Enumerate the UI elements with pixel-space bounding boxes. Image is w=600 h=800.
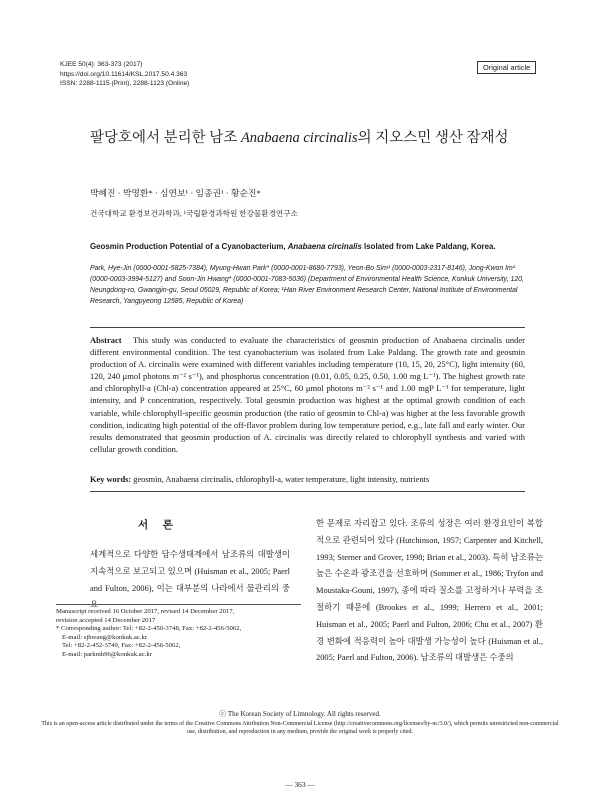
title-ko-part2: 의 지오스민 생산 잠재성: [357, 130, 509, 146]
issn: ISSN: 2288-1115 (Print), 2288-1123 (Online): [60, 80, 190, 88]
title-en: [90, 241, 530, 252]
title-ko-species: Anabaena circinalis: [240, 130, 358, 146]
keywords-text: geosmin, Anabaena circinalis, chlorophyll-a, water temperature, light intensity, nutrients: [133, 475, 430, 484]
doi-link[interactable]: https://doi.org/10.11614/KSL.2017.50.4.363: [60, 70, 188, 78]
note-line: E-mail: parkmh96@konkuk.ac.kr: [62, 650, 152, 658]
section-heading: 서 론: [138, 520, 179, 531]
note-line: revision accepted 14 December 2017: [56, 616, 156, 624]
title-ko-part1: 팔당호에서 분리한 남조: [90, 130, 241, 146]
keywords: [90, 475, 525, 484]
title-en-part2: Isolated from Lake Paldang, Korea.: [361, 242, 496, 251]
journal-info: [60, 60, 189, 89]
abstract-text: This study was conducted to evaluate the characteristics of geosmin production of Anabaena circinalis under different environmental condition. The test cyanobacterium was isolated from Lake Paldang. The growth rate and geosmin production of A. circinalis were examined with different variables including temperature (10, 15, 20, 25°C), light intensity (60, 120, 240 μmol photons m⁻² s⁻¹), and phosphorus concentration (0.01, 0.05, 0.25, 0.50, 1.00 mg L⁻¹). The highest growth rate and chlorophyll-a (Chl-a) concentration appeared at 25°C, 60 μmol photons m⁻² s⁻¹ and 1.00 mgP L⁻¹ for temperature, light intensity, and P concentration, respectively. Total geosmin production was highest at the optimal growth condition of each variable, while chlorophyll-specific geosmin production (the ratio of geosmin to Chl-a) was higher at the less favorable growth condition, indicating high potential of the off-flavor problem during low temperature period, e.g., late fall and early winter. Our results demonstrated that geosmin production of A. circinalis was directly related to chlorophyll synthesis and varied with cellular growth condition.: [90, 335, 525, 454]
footnote-rule: [56, 604, 301, 605]
journal-citation: KJEE 50(4): 363-373 (2017): [60, 61, 143, 68]
note-line: * Corresponding author: Tel: +82-2-450-3748, Fax: +82-2-456-5062,: [56, 625, 242, 633]
affiliation-ko: 건국대학교 환경보건과학과, ¹국립환경과학원 한강물환경연구소: [90, 209, 298, 218]
note-line: Manuscript received 16 October 2017, revised 14 December 2017,: [56, 608, 235, 615]
abstract-top-rule: [90, 327, 525, 328]
keywords-label: Key words:: [90, 475, 132, 484]
authors-en: Park, Hye-Jin (0000-0001-5825-7384), Myung-Hwan Park* (0000-0001-8680-7793), Yeon-Bo Sim¹ (0000-0003-2317-8146), Jong-Kwon Im¹ (0000-0003-3994-5127) and Soon-Jin Hwang* (0000-0001-7083-5036) (Department of Environmental Health Science, Konkuk University, 120, Neungdong-ro, Gwangjin-gu, Seoul 05029, Republic of Korea; ¹Han River Environment Research Center, National Institute of Environmental Research, Yangpyeong 12585, Republic of Korea): [90, 265, 524, 305]
body-left-column: 세계적으로 다양한 담수생태계에서 남조류의 대발생이 지속적으로 보고되고 있으며 (Huisman et al., 2005; Paerl and Fulton, 2006), 이는 대부분의 나라에서 물관리의 중요: [90, 550, 290, 610]
body-right-column: 한 문제로 자리잡고 있다. 조류의 성장은 여러 환경요인이 복합적으로 관련되어 있다 (Hutchinson, 1957; Carpenter and Kitchell, 1993; Sterner and Grover, 1998; Brian et al., 2003). 특히 남조류는 높은 수온과 광조건을 선호하며 (Sommer et al., 1986; Tryfon and Moustaka-Gouni, 1997), 종에 따라 질소를 고정하거나 부력을 조절하기 때문에 (Brookes et al., 1999; Herrero et al., 2001; Huisman et al., 2005; Paerl and Fulton, 2006; Chu et al., 2007) 환경 변화에 적응력이 높아 대발생 가능성이 높다 (Huisman et al., 2005; Paerl and Fulton, 2006). 남조류의 대발생은 수중의: [316, 519, 543, 663]
page-title-ko: [90, 128, 530, 148]
title-en-species: Anabaena circinalis: [287, 242, 362, 251]
abstract-label: Abstract: [90, 335, 122, 345]
authors-ko: 박혜진 · 박명환* · 심연보¹ · 임종권¹ · 황순진*: [90, 188, 261, 198]
page-number: — 363 —: [285, 780, 315, 789]
license-text: This is an open-access article distributed under the terms of the Creative Commons Attribution Non-Commercial License (http://creativecommons.org/licenses/by-nc/3.0/), which permits unrestricted non-commercial use, distribution, and reproduction in any medium, provide the original work is properly cited.: [41, 721, 559, 735]
article-type-badge: Original article: [477, 61, 536, 74]
note-line: E-mail: sjhwang@konkuk.ac.kr: [62, 633, 148, 641]
abstract-bottom-rule: [90, 491, 525, 492]
abstract: [90, 334, 525, 455]
title-en-part1: Geosmin Production Potential of a Cyanobacterium,: [90, 242, 288, 251]
copyright: ⓒ The Korean Society of Limnology. All rights reserved.: [219, 710, 381, 718]
manuscript-notes: [56, 608, 301, 660]
note-line: Tel: +82-2-452-3749, Fax: +82-2-456-5062,: [62, 642, 181, 650]
